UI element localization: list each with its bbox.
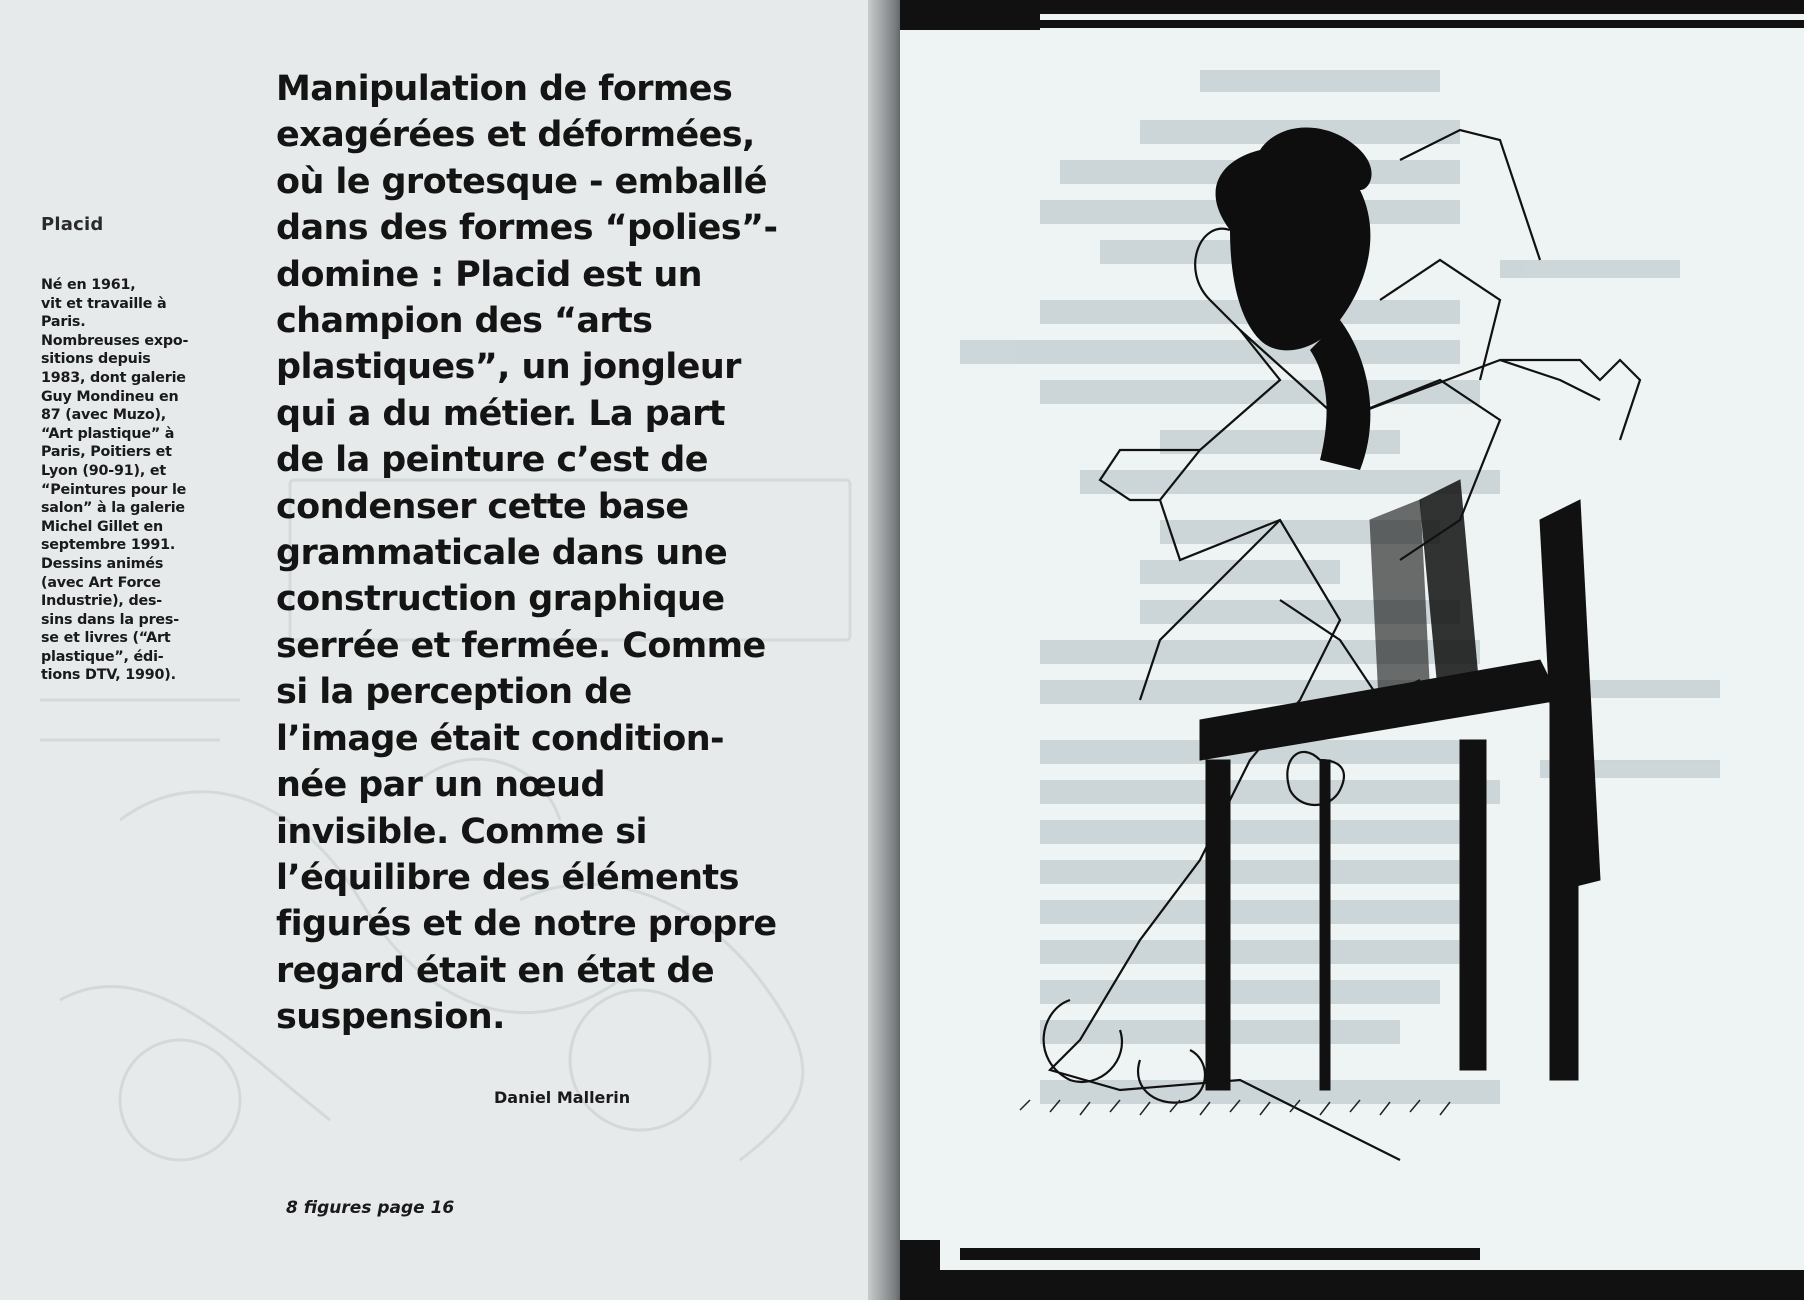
figure-hair xyxy=(1216,128,1372,471)
artist-bio: Né en 1961, vit et travaille à Paris. Nombreuses expo- sitions depuis 1983, dont galerie Guy Mondineu en 87 (avec Muzo), “Art plastique” à Paris, Poitiers et Lyon (90-91), et “Peintures pour le salon” à la galerie Michel Gillet en septembre 1991. Dessins animés (avec Art Force Industrie), des- sins dans la pres- se et livres (“Art plastique”, édi- tions DTV, 1990). xyxy=(41,277,189,684)
artist-name: Placid xyxy=(41,214,104,235)
left-page xyxy=(0,0,888,1300)
seated-figure-illustration xyxy=(900,0,1804,1300)
author-signature: Daniel Mallerin xyxy=(494,1088,631,1107)
article-body: Manipulation de formes exagérées et déformées, où le grotesque - emballé dans des formes “polies”- domine : Placid est un champion des “arts plastiques”, un jongleur qui a du métier. La part de la peinture c’est de condenser cette base grammaticale dans une construction graphique serrée et fermée. Comme si la perception de l’image était condition- née par un nœud invisible. Comme si l’équilibre des éléments figurés et de notre propre regard était en état de suspension. xyxy=(276,69,778,1038)
right-page xyxy=(900,0,1804,1300)
page-folio: 8 figures page 16 xyxy=(286,1198,455,1218)
